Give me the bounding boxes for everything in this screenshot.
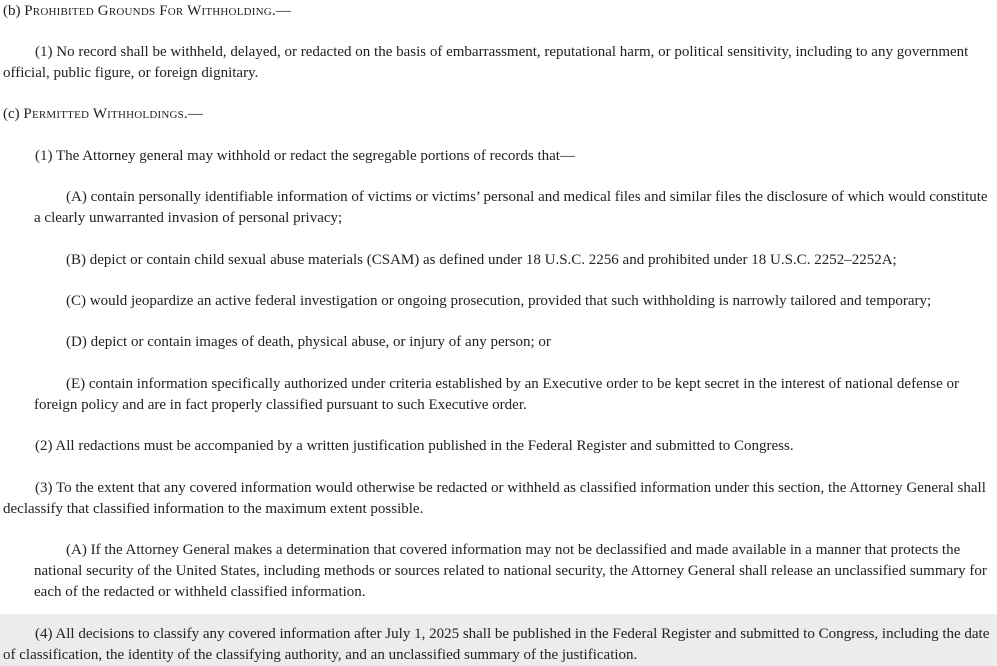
section-b-title: Prohibited Grounds For Withholding.— xyxy=(24,3,292,19)
paragraph-c-1-B: (B) depict or contain child sexual abuse materials (CSAM) as defined under 18 U.S.C. 2256 and prohibited under 18 U.S.C. 2252–2252A; xyxy=(66,252,897,268)
section-c-title: Permitted Withholdings.— xyxy=(23,106,204,122)
paragraph-c-3: (3) To the extent that any covered information would otherwise be redacted or withheld as classified information under this section, the Attorney General shall declassify that classified information to the maximum extent possible. xyxy=(3,480,986,517)
section-c-heading xyxy=(3,104,991,125)
paragraph-c-1: (1) The Attorney general may withhold or redact the segregable portions of records that— xyxy=(35,148,575,164)
paragraph-b-1: (1) No record shall be withheld, delayed, or redacted on the basis of embarrassment, reputational harm, or political sensitivity, including to any government official, public figure, or foreign dignitary. xyxy=(3,44,969,81)
paragraph-c-1-D: (D) depict or contain images of death, physical abuse, or injury of any person; or xyxy=(66,334,551,350)
paragraph-c-1-A: (A) contain personally identifiable information of victims or victims’ personal and medical files and similar files the disclosure of which would constitute a clearly unwarranted invasion of personal privacy; xyxy=(34,189,988,226)
paragraph-c-3-A: (A) If the Attorney General makes a determination that covered information may not be declassified and made available in a manner that protects the national security of the United States, including methods or sources related to national security, the Attorney General shall release an unclassified summary for each of the redacted or withheld classified information. xyxy=(34,542,987,600)
paragraph-c-4-highlighted: (4) All decisions to classify any covered information after July 1, 2025 shall be published in the Federal Register and submitted to Congress, including the date of classification, the identity of the classifying authority, and an unclassified summary of the justification. xyxy=(0,614,997,666)
paragraph-c-1-E: (E) contain information specifically authorized under criteria established by an Executive order to be kept secret in the interest of national defense or foreign policy and are in fact properly classified pursuant to such Executive order. xyxy=(34,376,959,413)
paragraph-c-1-C: (C) would jeopardize an active federal investigation or ongoing prosecution, provided that such withholding is narrowly tailored and temporary; xyxy=(66,293,932,309)
paragraph-c-2: (2) All redactions must be accompanied by a written justification published in the Federal Register and submitted to Congress. xyxy=(35,438,794,454)
section-c-marker: (c) xyxy=(3,106,20,122)
section-b-heading xyxy=(3,1,991,22)
section-b-marker: (b) xyxy=(3,3,21,19)
